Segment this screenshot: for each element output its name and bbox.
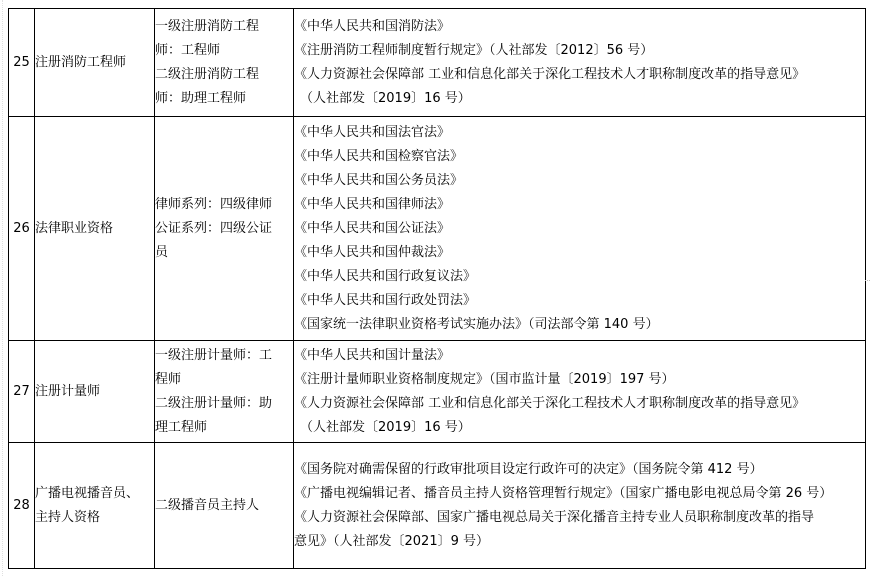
level-line: 一级注册消防工程 (155, 18, 260, 34)
doc-line: （人社部发〔2019〕16 号） (300, 419, 471, 435)
qualification-level (155, 341, 294, 443)
doc-line: 《中华人民共和国检察官法》 (294, 148, 464, 164)
doc-line: 《广播电视编辑记者、播音员主持人资格管理暂行规定》（国家广播电影电视总局令第 26 号） (294, 485, 833, 501)
row-number: 26 (9, 117, 35, 341)
table-row (9, 9, 866, 117)
doc-line: 《国家统一法律职业资格考试实施办法》（司法部令第 140 号） (294, 316, 659, 332)
qualification-name (35, 443, 155, 569)
level-line: 二级注册消防工程 (155, 66, 260, 82)
legal-basis (294, 117, 866, 341)
legal-basis (294, 443, 866, 569)
doc-line: 《人力资源社会保障部、国家广播电视总局关于深化播音主持专业人员职称制度改革的指导 (294, 509, 815, 525)
level-line: 理工程师 (155, 419, 208, 435)
level-line: 二级播音员主持人 (155, 497, 260, 513)
doc-line: 《中华人民共和国公务员法》 (294, 172, 464, 188)
doc-line: 《人力资源社会保障部 工业和信息化部关于深化工程技术人才职称制度改革的指导意见》 (294, 66, 806, 82)
row-number: 25 (9, 9, 35, 117)
level-line: 公证系列：四级公证 (155, 220, 273, 236)
doc-line: 《中华人民共和国法官法》 (294, 124, 451, 140)
level-line: 师：工程师 (155, 42, 221, 58)
level-line: 程师 (155, 371, 182, 387)
category-line: 主持人资格 (35, 509, 101, 525)
doc-line: 《注册消防工程师制度暂行规定》（人社部发〔2012〕56 号） (294, 42, 654, 58)
table-row (9, 443, 866, 569)
doc-line: 《国务院对确需保留的行政审批项目设定行政许可的决定》（国务院令第 412 号） (294, 461, 763, 477)
level-line: 师：助理工程师 (155, 90, 247, 106)
qualification-level (155, 9, 294, 117)
qualification-name: 法律职业资格 (35, 117, 155, 341)
doc-line: 《中华人民共和国行政处罚法》 (294, 292, 477, 308)
doc-line: 《人力资源社会保障部 工业和信息化部关于深化工程技术人才职称制度改革的指导意见》 (294, 395, 806, 411)
doc-line: 《中华人民共和国公证法》 (294, 220, 451, 236)
doc-line: 《中华人民共和国律师法》 (294, 196, 451, 212)
doc-line: 《注册计量师职业资格制度规定》（国市监计量〔2019〕197 号） (294, 371, 675, 387)
qualification-name: 注册计量师 (35, 341, 155, 443)
qualification-level (155, 443, 294, 569)
level-line: 律师系列：四级律师 (155, 196, 273, 212)
row-number: 28 (9, 443, 35, 569)
doc-line: （人社部发〔2019〕16 号） (300, 90, 471, 106)
doc-line: 《中华人民共和国仲裁法》 (294, 244, 451, 260)
page-margin-guide (2, 0, 4, 576)
doc-line: 《中华人民共和国消防法》 (294, 18, 451, 34)
page-edge-marker (865, 280, 870, 283)
row-number: 27 (9, 341, 35, 443)
level-line: 二级注册计量师：助 (155, 395, 273, 411)
doc-line: 《中华人民共和国计量法》 (294, 347, 451, 363)
doc-line: 意见》（人社部发〔2021〕9 号） (294, 533, 489, 549)
level-line: 一级注册计量师：工 (155, 347, 273, 363)
qualification-level (155, 117, 294, 341)
category-line: 广播电视播音员、 (35, 485, 140, 501)
qualification-table (8, 8, 866, 569)
level-line: 员 (155, 244, 169, 260)
doc-line: 《中华人民共和国行政复议法》 (294, 268, 477, 284)
qualification-name: 注册消防工程师 (35, 9, 155, 117)
legal-basis (294, 9, 866, 117)
table-row (9, 341, 866, 443)
legal-basis (294, 341, 866, 443)
table-row (9, 117, 866, 341)
